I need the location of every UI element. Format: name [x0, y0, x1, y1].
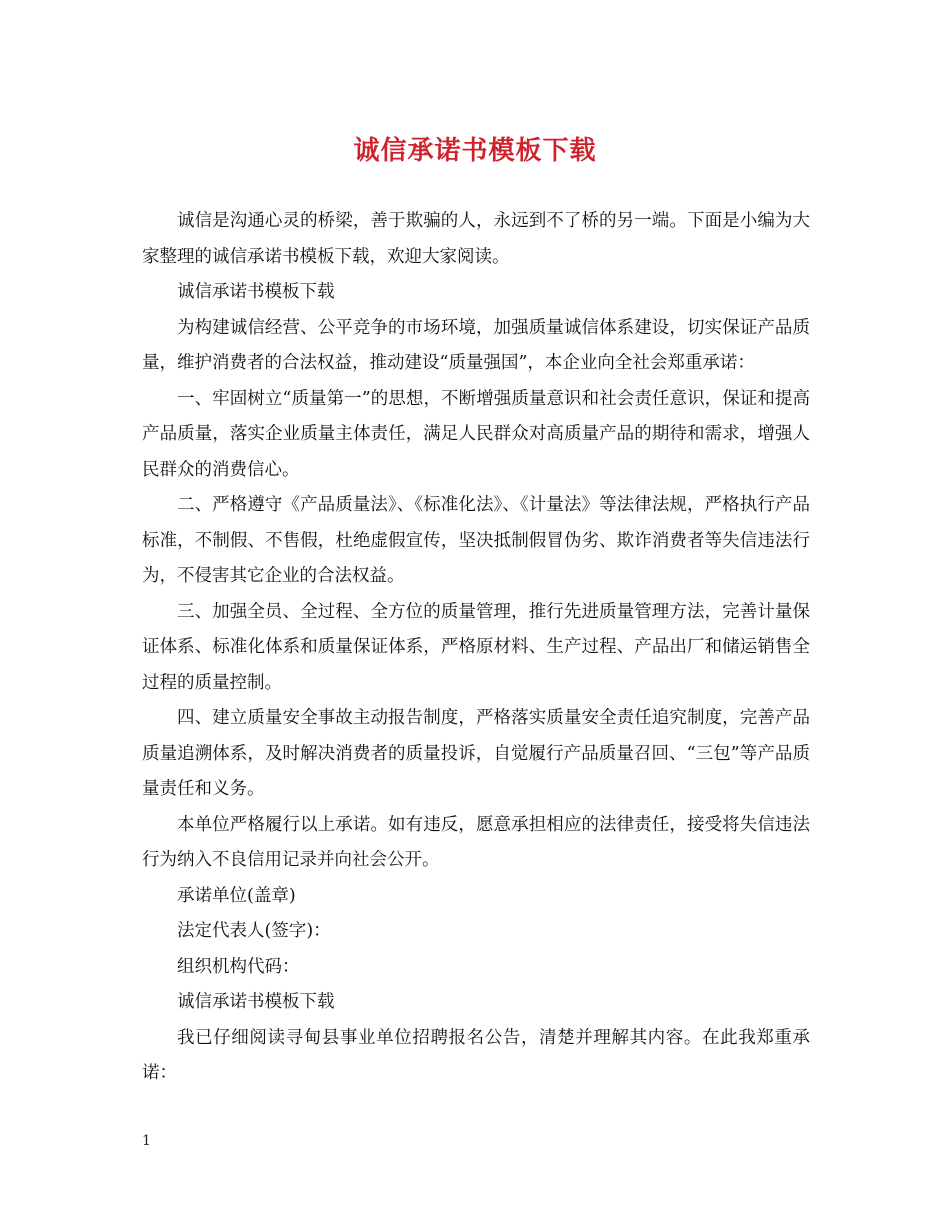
section-heading: 诚信承诺书模板下载 — [177, 282, 335, 302]
second-pledge-paragraph: 我已仔细阅读寻甸县事业单位招聘报名公告，清楚并理解其内容。在此我郑重承诺： — [142, 1027, 810, 1083]
document-body — [142, 204, 810, 1092]
document-title: 诚信承诺书模板下载 — [353, 136, 597, 166]
intro-paragraph: 诚信是沟通心灵的桥梁，善于欺骗的人，永远到不了桥的另一端。下面是小编为大家整理的诚信承诺书模板下载，欢迎大家阅读。 — [142, 211, 810, 267]
signature-representative-line: 法定代表人(签字)： — [177, 921, 331, 941]
signature-unit-line: 承诺单位(盖章) — [177, 885, 296, 906]
page-number: 1 — [142, 1133, 151, 1149]
pledge-conclusion: 本单位严格履行以上承诺。如有违反，愿意承担相应的法律责任，接受将失信违法行为纳入不良信用记录并向社会公开。 — [142, 814, 810, 870]
pledge-item-4: 四、建立质量安全事故主动报告制度，严格落实质量安全责任追究制度，完善产品质量追溯体系，及时解决消费者的质量投诉，自觉履行产品质量召回、“三包”等产品质量责任和义务。 — [142, 708, 810, 799]
pledge-preamble: 为构建诚信经营、公平竞争的市场环境，加强质量诚信体系建设，切实保证产品质量，维护消费者的合法权益，推动建设“质量强国”，本企业向全社会郑重承诺： — [142, 317, 810, 373]
pledge-item-3: 三、加强全员、全过程、全方位的质量管理，推行先进质量管理方法，完善计量保证体系、标准化体系和质量保证体系，严格原材料、生产过程、产品出厂和储运销售全过程的质量控制。 — [142, 601, 810, 693]
pledge-item-1: 一、牢固树立“质量第一”的思想，不断增强质量意识和社会责任意识，保证和提高产品质量，落实企业质量主体责任，满足人民群众对高质量产品的期待和需求，增强人民群众的消费信心。 — [142, 388, 810, 480]
organization-code-line: 组织机构代码： — [177, 956, 300, 977]
pledge-item-2: 二、严格遵守《产品质量法》、《标准化法》、《计量法》等法律法规，严格执行产品标准，不制假、不售假，杜绝虚假宣传，坚决抵制假冒伪劣、欺诈消费者等失信违法行为，不侵害其它企业的合法权益。 — [142, 495, 810, 586]
section-heading-2: 诚信承诺书模板下载 — [177, 992, 335, 1012]
